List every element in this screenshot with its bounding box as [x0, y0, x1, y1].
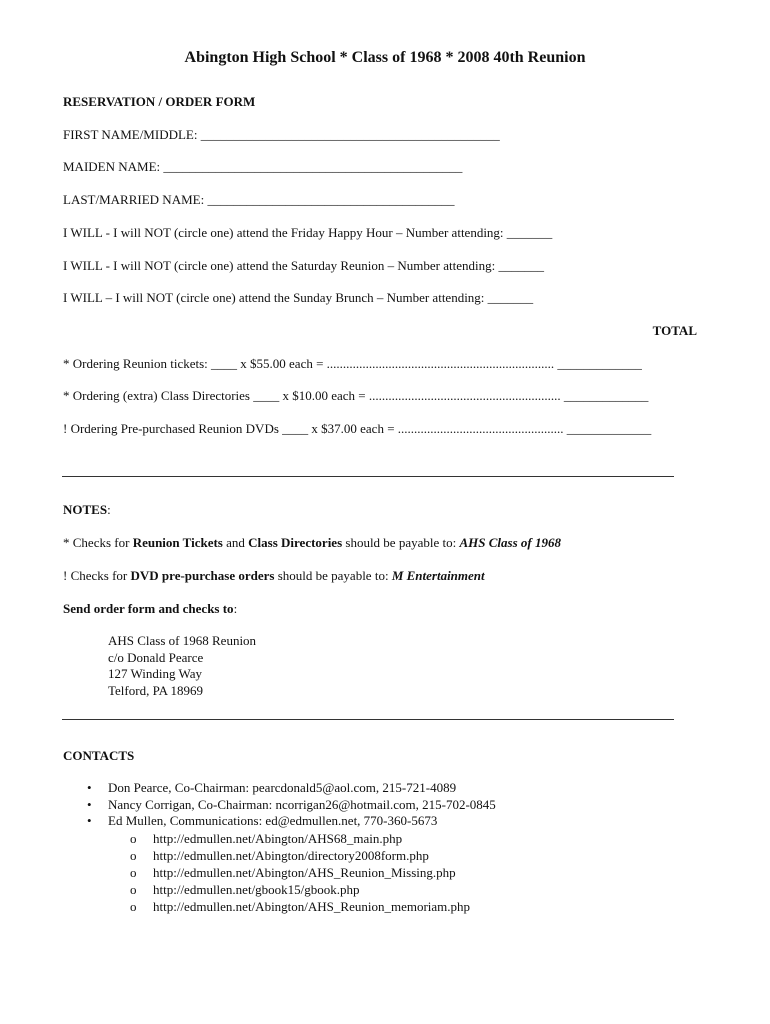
circle-bullet-icon: o — [130, 898, 137, 914]
notes-dvd-payable-line: ! Checks for DVD pre-purchase orders should be payable to: M Entertainment — [63, 568, 485, 583]
bullet-icon: • — [87, 780, 92, 795]
order-class-directories-line[interactable]: * Ordering (extra) Class Directories ____ x $10.00 each = ........................................................... _____________ — [63, 388, 649, 403]
bullet-icon: • — [87, 796, 92, 812]
bullet-icon: • — [87, 813, 92, 828]
links-list — [108, 830, 496, 915]
address-line: Telford, PA 18969 — [108, 682, 204, 698]
saturday-attendance-line[interactable]: I WILL - I will NOT (circle one) attend the Saturday Reunion – Number attending: _______ — [63, 258, 544, 273]
contact-item: • Ed Mullen, Communications: ed@edmullen.net, 770-360-5673 o http://edmullen.net/Abington/AHS68_main.php o http://edmullen.net/Abington/directory2008form.php o http://edmullen.net/Abington/AHS_Reunion_Missing.php o http://edmullen.net/gbook15/gbook.php o http://edmullen.net/Abington/AHS_Reunion_memoriam.php — [62, 813, 496, 915]
link-item[interactable] — [108, 898, 496, 915]
link-url[interactable]: http://edmullen.net/Abington/AHS68_main.php — [153, 830, 403, 846]
section-divider — [62, 476, 674, 477]
friday-attendance-line[interactable]: I WILL - I will NOT (circle one) attend the Friday Happy Hour – Number attending: _______ — [63, 225, 553, 240]
send-to-label: Send order form and checks to: — [63, 601, 238, 616]
order-dvds-line[interactable]: ! Ordering Pre-purchased Reunion DVDs ____ x $37.00 each = ................................................... _____________ — [63, 421, 652, 436]
notes-tickets-payable-line: * Checks for Reunion Tickets and Class Directories should be payable to: AHS Class of 1968 — [63, 535, 561, 550]
page-title: Abington High School * Class of 1968 * 2008 40th Reunion — [184, 49, 586, 66]
section-divider — [62, 719, 674, 720]
link-url[interactable]: http://edmullen.net/Abington/AHS_Reunion_memoriam.php — [153, 898, 471, 914]
link-item[interactable] — [108, 830, 496, 847]
link-item[interactable] — [108, 881, 496, 898]
contacts-list — [62, 780, 496, 915]
last-married-name-field[interactable]: LAST/MARRIED NAME: ______________________________________ — [63, 192, 455, 207]
circle-bullet-icon: o — [130, 881, 137, 897]
sunday-attendance-line[interactable]: I WILL – I will NOT (circle one) attend the Sunday Brunch – Number attending: _______ — [63, 290, 534, 305]
first-middle-name-field[interactable]: FIRST NAME/MIDDLE: ______________________________________________ — [63, 127, 500, 142]
link-item[interactable] — [108, 864, 496, 881]
circle-bullet-icon: o — [130, 830, 137, 846]
link-url[interactable]: http://edmullen.net/Abington/directory2008form.php — [153, 847, 429, 863]
notes-heading: NOTES: — [63, 502, 111, 517]
total-label: TOTAL — [652, 323, 697, 338]
address-line: AHS Class of 1968 Reunion — [108, 633, 257, 648]
mailing-address — [108, 633, 256, 699]
maiden-name-field[interactable]: MAIDEN NAME: ______________________________________________ — [63, 159, 463, 174]
contacts-heading: CONTACTS — [63, 748, 135, 763]
contact-item: • Nancy Corrigan, Co-Chairman: ncorrigan26@hotmail.com, 215-702-0845 — [87, 796, 496, 812]
form-heading: RESERVATION / ORDER FORM — [63, 94, 256, 109]
address-line: 127 Winding Way — [108, 666, 203, 681]
link-url[interactable]: http://edmullen.net/gbook15/gbook.php — [153, 881, 360, 897]
link-url[interactable]: http://edmullen.net/Abington/AHS_Reunion_Missing.php — [153, 864, 456, 880]
link-item[interactable] — [108, 847, 496, 864]
address-line: c/o Donald Pearce — [108, 649, 204, 665]
circle-bullet-icon: o — [130, 864, 137, 880]
order-reunion-tickets-line[interactable]: * Ordering Reunion tickets: ____ x $55.00 each = ...................................................................... _____________ — [63, 356, 642, 371]
circle-bullet-icon: o — [130, 847, 137, 863]
contact-item: • Don Pearce, Co-Chairman: pearcdonald5@aol.com, 215-721-4089 — [87, 780, 457, 795]
